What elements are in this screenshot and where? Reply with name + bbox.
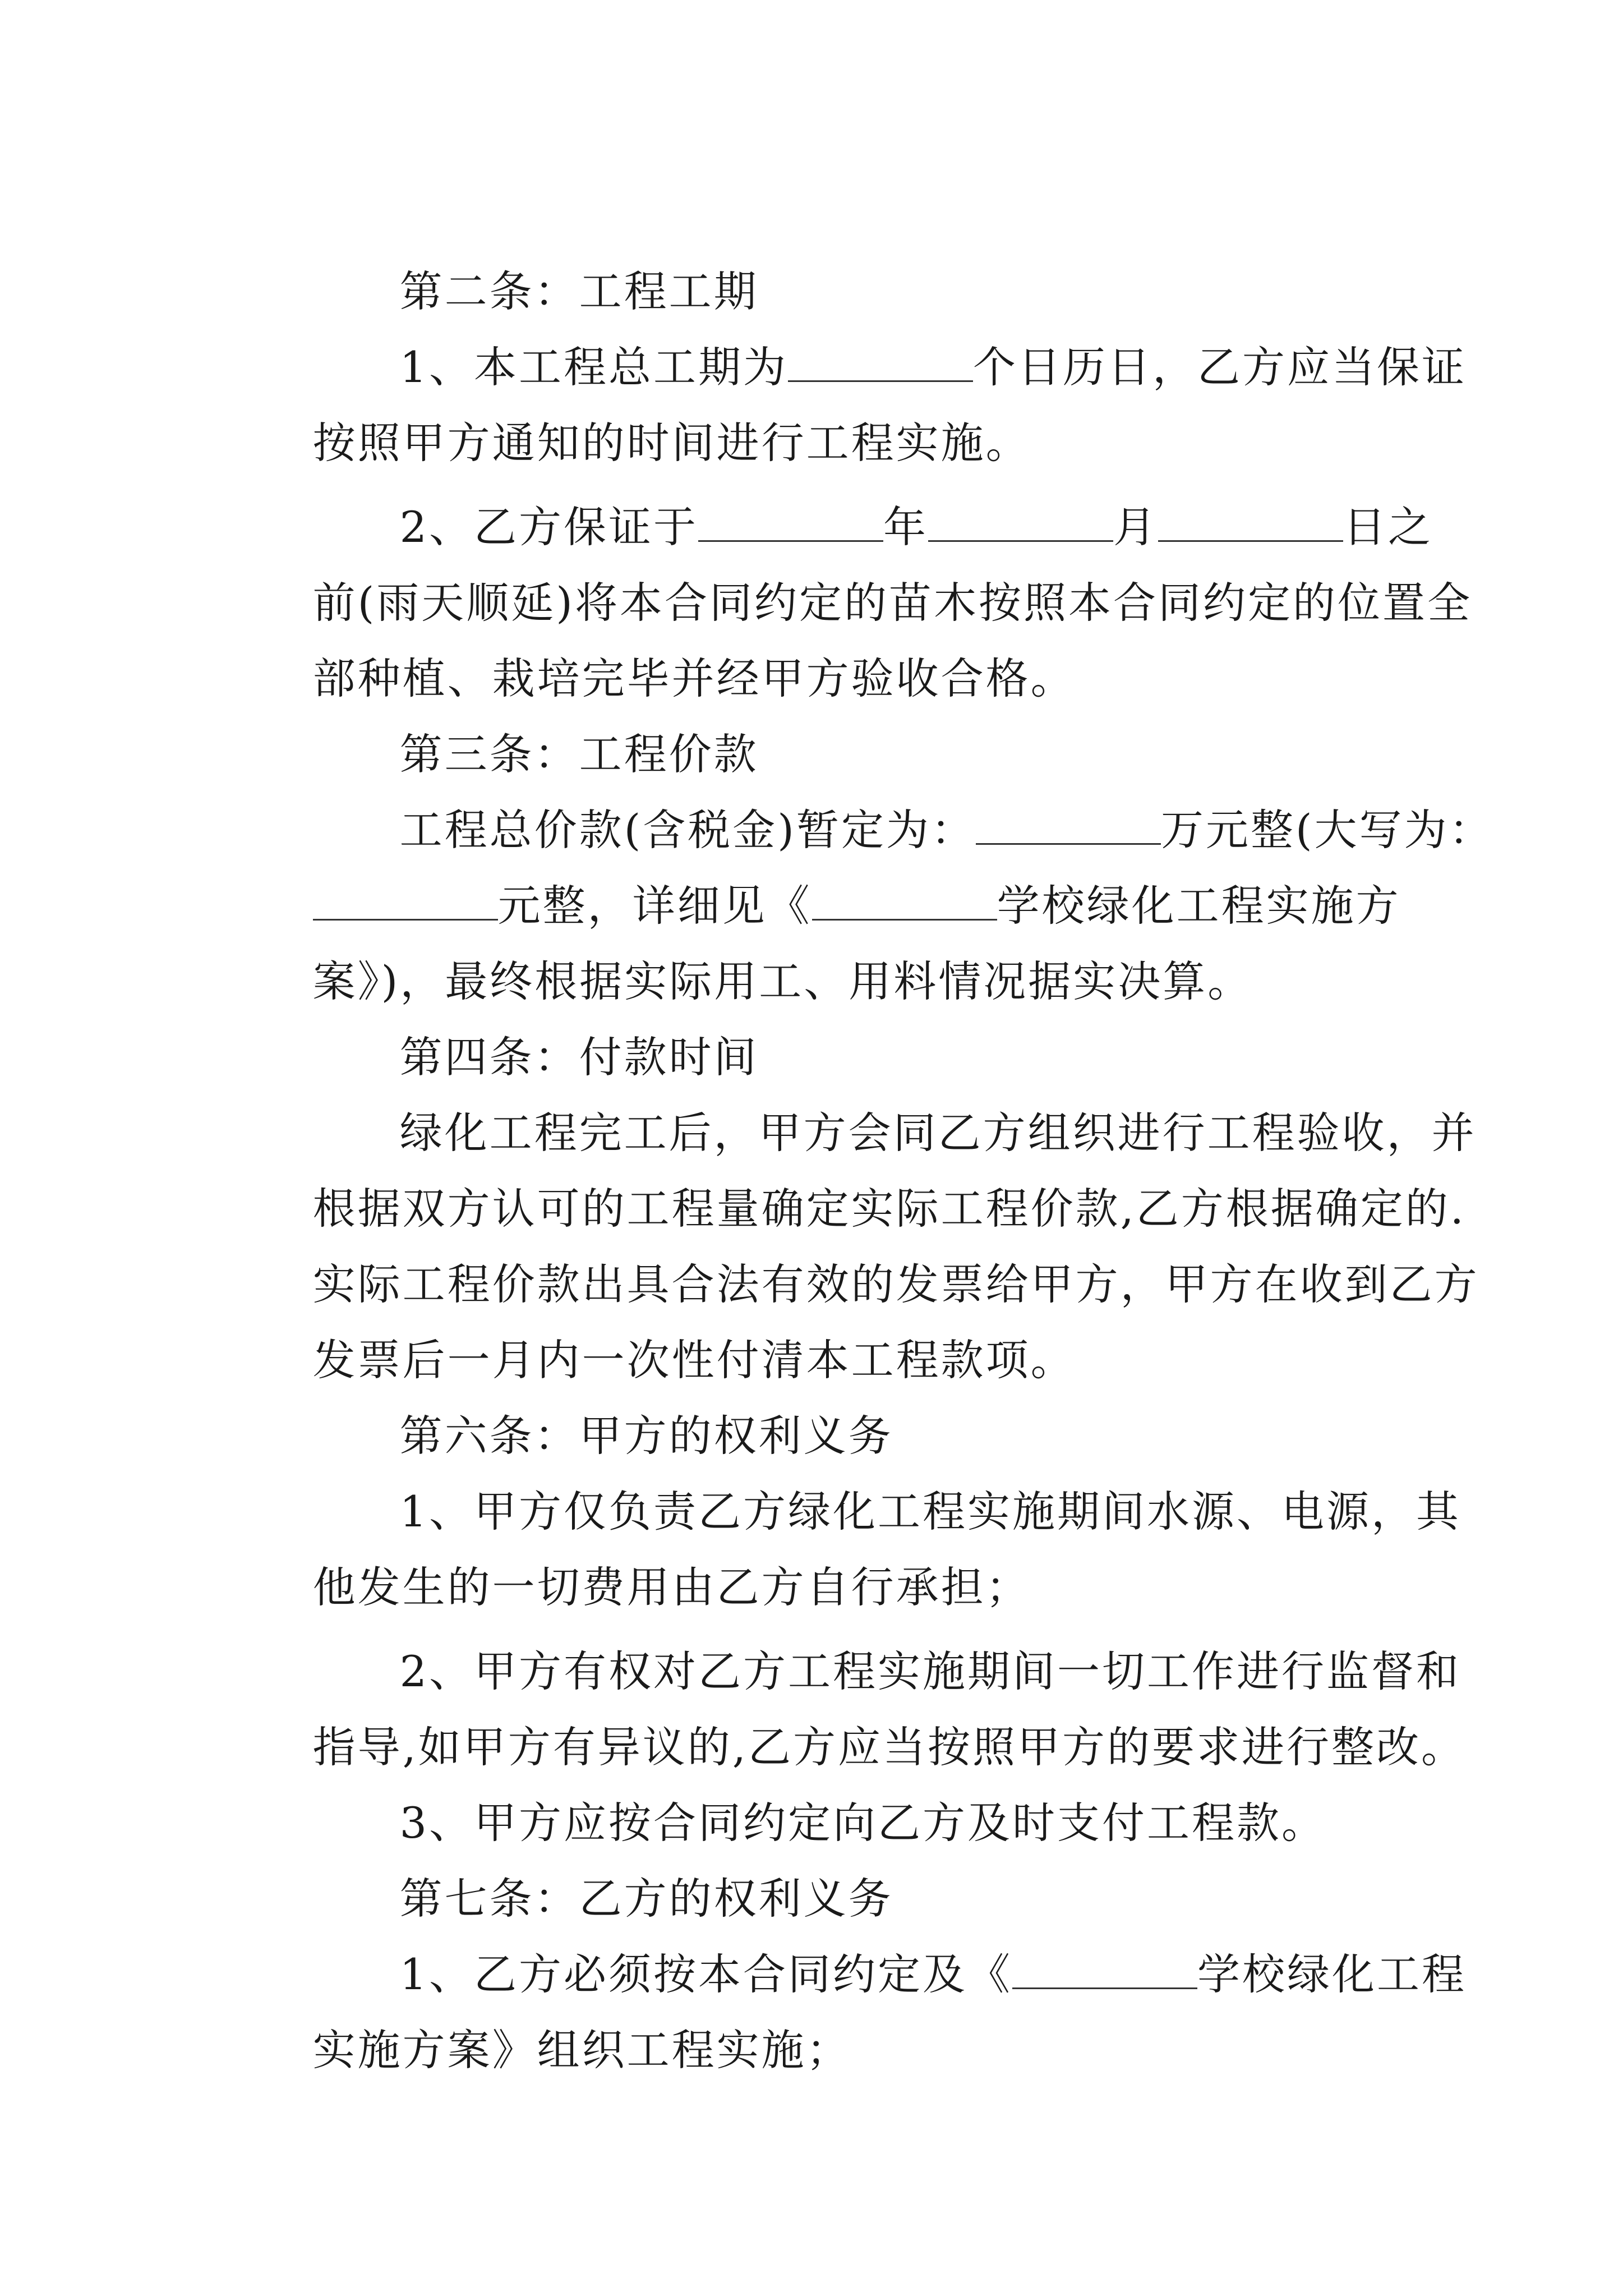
article-3-para-line-2: 元整，详细见《 学校绿化工程实施方 — [250, 830, 1401, 982]
article-7-clause-1-line-2: 实施方案》组织工程实施； — [312, 2025, 851, 2075]
article-4-para-line-1: 绿化工程完工后，甲方会同乙方组织进行工程验收，并 — [399, 1108, 1477, 1158]
article-7-title: 第七条：乙方的权利义务 — [399, 1874, 893, 1924]
article-6-clause-1-line-2: 他发生的一切费用由乙方自行承担； — [312, 1562, 1031, 1612]
article-6-title: 第六条：甲方的权利义务 — [399, 1411, 893, 1461]
article-2-clause-1-line-2: 按照甲方通知的时间进行工程实施。 — [312, 418, 1031, 468]
article-6-clause-3: 3、甲方应按合同约定向乙方及时支付工程款。 — [399, 1798, 1326, 1848]
article-4-para-line-4: 发票后一月内一次性付清本工程款项。 — [312, 1335, 1076, 1385]
article-6-clause-2-line-2: 指导,如甲方有异议的,乙方应当按照甲方的要求进行整改。 — [312, 1722, 1466, 1772]
article-2-clause-2-line-1: 2、乙方保证于 年 月 日之 — [399, 502, 1433, 552]
article-6-clause-1-line-1: 1、甲方仅负责乙方绿化工程实施期间水源、电源，其 — [399, 1487, 1461, 1536]
article-4-para-line-2: 根据双方认可的工程量确定实际工程价款,乙方根据确定的. — [312, 1184, 1466, 1234]
article-3-para-line-1: 工程总价款(含税金)暂定为： 万元整(大写为： — [399, 805, 1494, 855]
article-4-title: 第四条：付款时间 — [399, 1032, 759, 1082]
article-7-clause-1-line-1: 1、乙方必须按本合同约定及《 学校绿化工程 — [399, 1949, 1467, 1999]
article-4-para-line-3: 实际工程价款出具合法有效的发票给甲方，甲方在收到乙方 — [312, 1259, 1479, 1309]
article-3-title: 第三条：工程价款 — [399, 729, 759, 779]
article-2-clause-1-line-1: 1、本工程总工期为 个日历日，乙方应当保证 — [399, 342, 1467, 392]
article-6-clause-2-line-1: 2、甲方有权对乙方工程实施期间一切工作进行监督和 — [399, 1646, 1461, 1696]
article-2-clause-2-line-2: 前(雨天顺延)将本合同约定的苗木按照本合同约定的位置全 — [312, 578, 1472, 628]
fill-blank-school-name-2 — [1012, 1950, 1197, 1989]
article-2-title: 第二条：工程工期 — [399, 266, 759, 316]
article-3-para-line-3: 案》)，最终根据实际用工、用料情况据实决算。 — [312, 956, 1253, 1006]
article-2-clause-2-line-3: 部种植、栽培完毕并经甲方验收合格。 — [312, 654, 1076, 703]
